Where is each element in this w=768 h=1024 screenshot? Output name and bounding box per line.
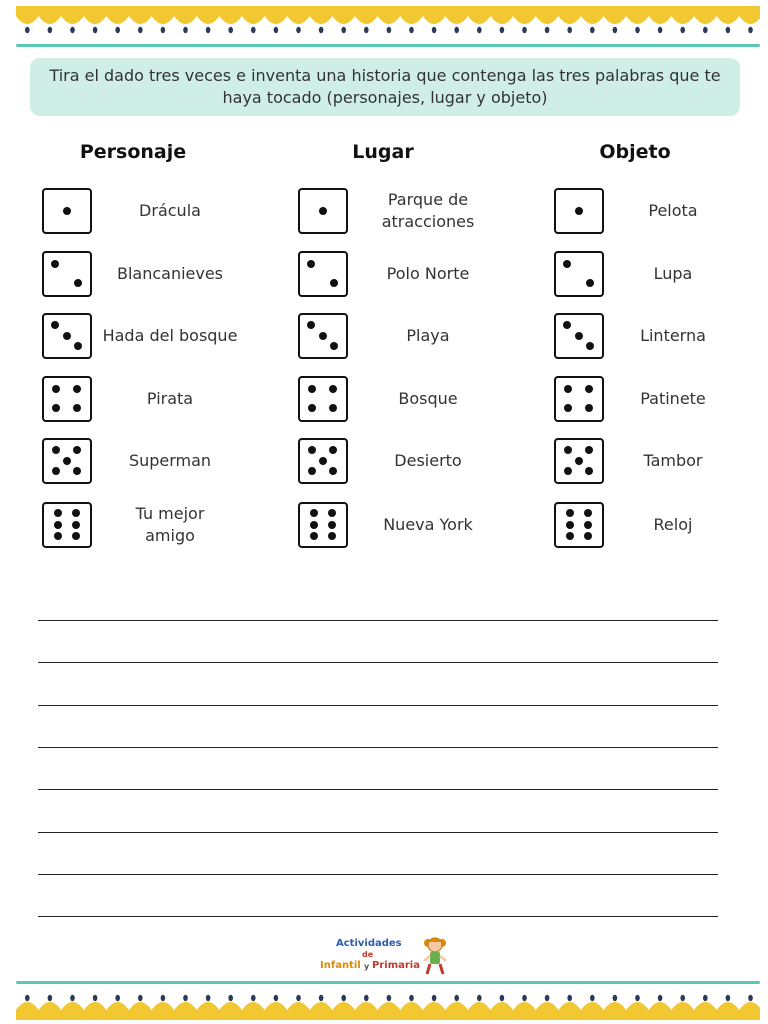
border-dot <box>183 27 188 33</box>
border-dot <box>477 27 482 33</box>
die-face-3-icon <box>298 313 348 359</box>
die-pip <box>585 467 593 475</box>
item-label: Pirata <box>146 389 194 408</box>
die-face-2-icon <box>42 251 92 297</box>
border-dot <box>590 27 595 33</box>
border-dot <box>183 995 188 1001</box>
die-pip <box>586 279 594 287</box>
die-pip <box>63 457 71 465</box>
border-dot <box>454 995 459 1001</box>
instructions-box <box>30 58 740 116</box>
border-dot <box>545 995 550 1001</box>
die-pip <box>52 446 60 454</box>
border-dot <box>635 27 640 33</box>
border-dot <box>25 995 30 1001</box>
die-pip <box>575 332 583 340</box>
die-pip <box>563 321 571 329</box>
writing-line <box>38 916 718 917</box>
item-label: Tambor <box>643 451 703 470</box>
die-pip <box>586 342 594 350</box>
border-dot <box>432 995 437 1001</box>
die-face-4-icon <box>298 376 348 422</box>
item-label: Patinete <box>640 389 706 408</box>
die-pip <box>585 446 593 454</box>
border-dot <box>93 27 98 33</box>
border-dot <box>206 27 211 33</box>
logo-text-line1: Actividades <box>336 938 402 949</box>
border-dot <box>138 995 143 1001</box>
top-border-graphic <box>16 6 760 50</box>
die-pip <box>73 446 81 454</box>
die-face-4-icon <box>554 376 604 422</box>
logo-text-line2: de <box>362 950 374 959</box>
writing-line <box>38 832 718 833</box>
die-face-5-icon <box>554 438 604 484</box>
column-header-lugar: Lugar <box>352 141 414 163</box>
die-pip <box>74 342 82 350</box>
border-dot <box>409 27 414 33</box>
die-pip <box>54 532 62 540</box>
bottom-border-graphic <box>16 976 760 1020</box>
border-teal-line <box>16 981 760 984</box>
border-dot <box>477 995 482 1001</box>
border-dot <box>748 995 753 1001</box>
die-pip <box>584 521 592 529</box>
die-face-5-icon <box>298 438 348 484</box>
die-pip <box>63 207 71 215</box>
die-pip <box>328 509 336 517</box>
die-pip <box>584 509 592 517</box>
die-pip <box>566 521 574 529</box>
item-label: Tu mejor amigo <box>135 504 205 545</box>
instructions-text: Tira el dado tres veces e inventa una historia que contenga las tres palabras que te haya tocado (personajes, lugar y objeto) <box>49 66 721 107</box>
die-pip <box>52 467 60 475</box>
die-face-3-icon <box>42 313 92 359</box>
die-pip <box>307 260 315 268</box>
border-dot <box>161 27 166 33</box>
die-face-2-icon <box>554 251 604 297</box>
border-dot <box>432 27 437 33</box>
border-dot <box>703 995 708 1001</box>
die-pip <box>329 446 337 454</box>
border-dot <box>93 995 98 1001</box>
border-dot <box>522 995 527 1001</box>
border-dot <box>364 27 369 33</box>
border-dot <box>319 27 324 33</box>
border-dot <box>387 995 392 1001</box>
die-pip <box>585 404 593 412</box>
writing-line <box>38 874 718 875</box>
die-pip <box>329 385 337 393</box>
border-dot <box>48 995 53 1001</box>
logo-text-line3a: Infantil <box>320 960 361 971</box>
die-face-2-icon <box>298 251 348 297</box>
border-dot <box>658 27 663 33</box>
border-dot <box>251 995 256 1001</box>
die-pip <box>584 532 592 540</box>
border-dot <box>409 995 414 1001</box>
item-label: Lupa <box>653 264 693 283</box>
border-dot <box>251 27 256 33</box>
border-dot <box>115 27 120 33</box>
die-pip <box>328 532 336 540</box>
border-teal-line <box>16 44 760 47</box>
die-pip <box>308 467 316 475</box>
die-pip <box>564 404 572 412</box>
writing-line <box>38 662 718 663</box>
logo-text-line3b: y <box>364 962 370 971</box>
die-face-1-icon <box>298 188 348 234</box>
border-dot <box>115 995 120 1001</box>
border-dot <box>590 995 595 1001</box>
die-pip <box>330 279 338 287</box>
border-dot <box>500 27 505 33</box>
die-pip <box>308 446 316 454</box>
border-dot <box>658 995 663 1001</box>
item-label: Superman <box>128 451 212 470</box>
die-pip <box>585 385 593 393</box>
border-dot <box>522 27 527 33</box>
die-pip <box>564 446 572 454</box>
die-pip <box>329 404 337 412</box>
die-pip <box>566 532 574 540</box>
item-label: Drácula <box>139 201 201 220</box>
die-face-6-icon <box>554 502 604 548</box>
border-dot <box>748 27 753 33</box>
border-dot <box>274 27 279 33</box>
die-face-3-icon <box>554 313 604 359</box>
top-decorative-border <box>16 6 760 50</box>
die-pip <box>329 467 337 475</box>
die-pip <box>564 467 572 475</box>
border-dot <box>454 27 459 33</box>
column-header-objeto: Objeto <box>599 141 671 163</box>
border-dot <box>703 27 708 33</box>
border-dot <box>545 27 550 33</box>
border-dot <box>364 995 369 1001</box>
border-dot <box>613 27 618 33</box>
die-pip <box>54 509 62 517</box>
die-pip <box>319 207 327 215</box>
die-pip <box>52 404 60 412</box>
column-header-personaje: Personaje <box>79 141 187 163</box>
logo-girl-mascot-icon <box>420 934 450 976</box>
die-pip <box>73 467 81 475</box>
item-label: Playa <box>406 326 450 345</box>
die-pip <box>51 321 59 329</box>
die-pip <box>310 509 318 517</box>
item-label: Blancanieves <box>116 264 224 283</box>
die-pip <box>73 385 81 393</box>
die-pip <box>72 532 80 540</box>
bottom-decorative-border <box>16 976 760 1020</box>
die-pip <box>74 279 82 287</box>
item-label: Pelota <box>648 201 698 220</box>
scallop-border <box>16 1002 760 1020</box>
die-pip <box>566 509 574 517</box>
die-face-4-icon <box>42 376 92 422</box>
item-label: Bosque <box>398 389 458 408</box>
border-dot <box>228 995 233 1001</box>
border-dot <box>680 27 685 33</box>
border-dot <box>341 995 346 1001</box>
die-pip <box>72 509 80 517</box>
border-dot <box>613 995 618 1001</box>
border-dot <box>567 995 572 1001</box>
item-label: Nueva York <box>383 515 473 534</box>
border-dot <box>319 995 324 1001</box>
die-pip <box>63 332 71 340</box>
die-pip <box>73 404 81 412</box>
item-label: Desierto <box>394 451 462 470</box>
border-dot <box>296 27 301 33</box>
border-dot <box>680 995 685 1001</box>
border-dot <box>387 27 392 33</box>
writing-line <box>38 705 718 706</box>
die-pip <box>575 207 583 215</box>
writing-line <box>38 747 718 748</box>
item-label: Linterna <box>640 326 706 345</box>
die-pip <box>575 457 583 465</box>
die-face-1-icon <box>42 188 92 234</box>
border-dot <box>70 995 75 1001</box>
item-label: Hada del bosque <box>102 326 238 345</box>
border-dot <box>341 27 346 33</box>
border-dot <box>161 995 166 1001</box>
border-dot <box>228 27 233 33</box>
die-pip <box>330 342 338 350</box>
border-dot <box>567 27 572 33</box>
logo-text-line3c: Primaria <box>372 960 420 971</box>
die-pip <box>563 260 571 268</box>
die-face-5-icon <box>42 438 92 484</box>
border-dot <box>274 995 279 1001</box>
border-dot <box>206 995 211 1001</box>
border-dot <box>635 995 640 1001</box>
item-label: Parque de atracciones <box>381 190 475 231</box>
border-dot <box>500 995 505 1001</box>
die-pip <box>54 521 62 529</box>
die-pip <box>310 532 318 540</box>
die-face-6-icon <box>298 502 348 548</box>
die-face-1-icon <box>554 188 604 234</box>
border-dot <box>48 27 53 33</box>
scallop-border <box>16 6 760 24</box>
border-dot <box>138 27 143 33</box>
border-dot <box>296 995 301 1001</box>
die-pip <box>319 457 327 465</box>
die-pip <box>319 332 327 340</box>
die-pip <box>308 404 316 412</box>
border-dot <box>726 27 731 33</box>
die-pip <box>310 521 318 529</box>
writing-line <box>38 620 718 621</box>
item-label: Reloj <box>653 515 693 534</box>
border-dot <box>70 27 75 33</box>
die-pip <box>564 385 572 393</box>
writing-line <box>38 789 718 790</box>
border-dot <box>25 27 30 33</box>
logo <box>318 934 458 978</box>
die-pip <box>51 260 59 268</box>
border-dot <box>726 995 731 1001</box>
die-pip <box>328 521 336 529</box>
die-face-6-icon <box>42 502 92 548</box>
die-pip <box>308 385 316 393</box>
die-pip <box>52 385 60 393</box>
item-label: Polo Norte <box>386 264 470 283</box>
die-pip <box>72 521 80 529</box>
die-pip <box>307 321 315 329</box>
